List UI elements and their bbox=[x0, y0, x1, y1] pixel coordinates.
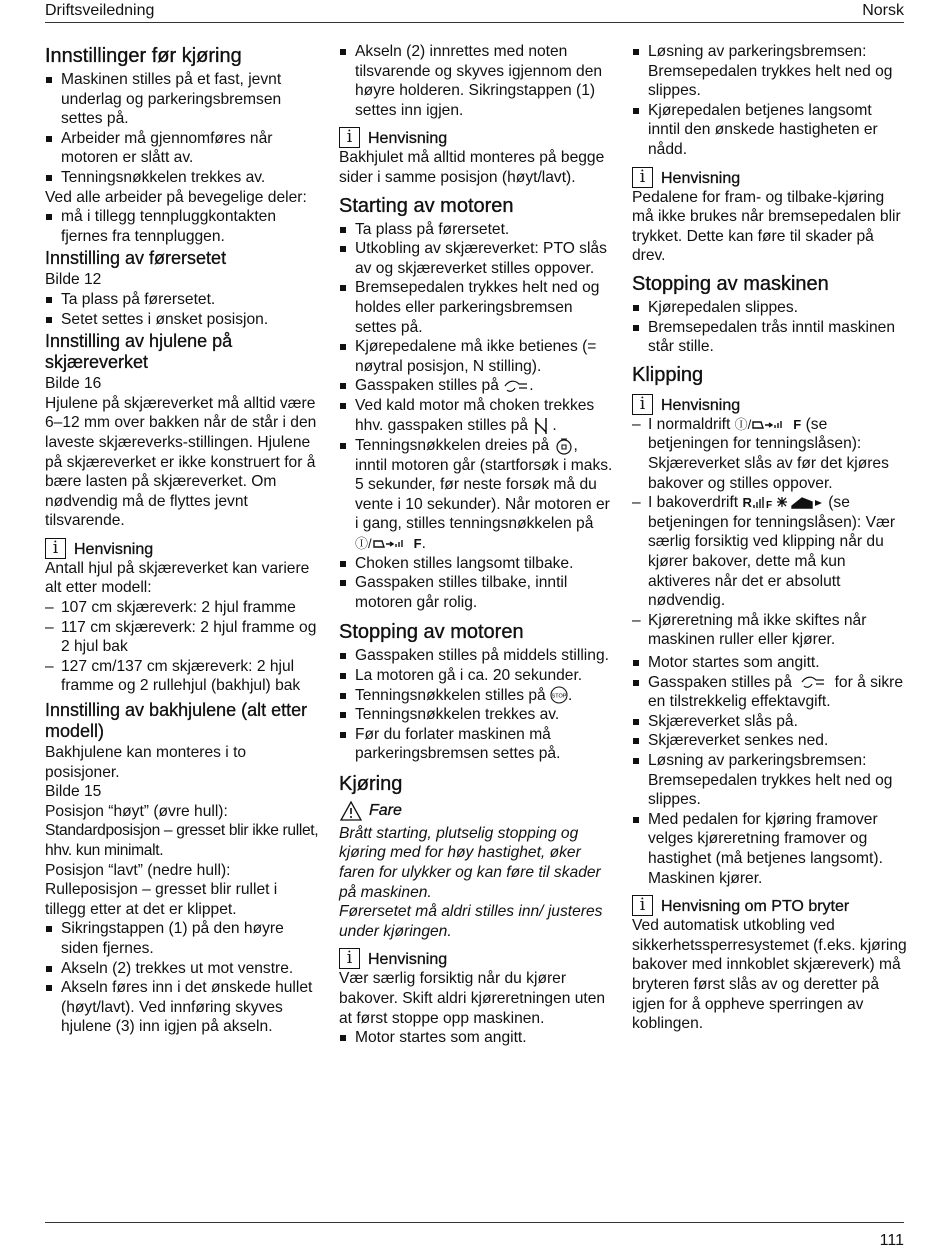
stopm-list bbox=[632, 298, 907, 357]
seat-list bbox=[45, 290, 320, 329]
note-heading bbox=[632, 393, 907, 415]
list-text: for å sikre en tilstrekkelig effektavgift. bbox=[648, 673, 904, 711]
list-item: Skjæreverket senkes ned. bbox=[632, 731, 907, 751]
heading-rear: Innstilling av bakhjulene (alt etter modell) bbox=[45, 700, 308, 742]
run-position-icon: Ⓘ/ bbox=[355, 535, 372, 551]
paragraph: Rulleposisjon – gresset blir rullet i tillegg etter at det er klippet. bbox=[45, 881, 278, 918]
list-item: Ta plass på førersetet. bbox=[45, 290, 320, 310]
warning-title: Fare bbox=[369, 802, 402, 820]
cut-notes bbox=[632, 415, 907, 650]
list-text: (se betjeningen for tenningslåsen): Vær særlig forsiktig ved klipping når du kjører bakover, dette må kun aktiveres når det er absolutt nødvendig. bbox=[648, 494, 896, 610]
header-left: Driftsveiledning bbox=[45, 2, 155, 19]
mower-forward-icon bbox=[372, 537, 414, 551]
list-item: Tenningsnøkkelen trekkes av. bbox=[45, 168, 320, 188]
reverse-gear-label: R bbox=[742, 495, 752, 511]
column-2 bbox=[339, 42, 614, 1048]
figure-ref: Bilde 12 bbox=[45, 271, 102, 289]
list-item: Kjørepedalen betjenes langsomt inntil den ønskede hastigheten er nådd. bbox=[632, 101, 907, 160]
note-title: Henvisning bbox=[368, 130, 448, 148]
svg-text:F: F bbox=[765, 500, 772, 512]
list-item: Akseln føres inn i det ønskede hullet (høyt/lavt). Ved innføring skyves hjulene (3) inn igjen på akseln. bbox=[45, 978, 320, 1037]
list-item: Arbeider må gjennomføres når motoren er slått av. bbox=[45, 129, 320, 168]
list-item: La motoren gå i ca. 20 sekunder. bbox=[339, 666, 614, 686]
list-item: Kjørepedalen slippes. bbox=[632, 298, 907, 318]
list-item: Bremsepedalen trykkes helt ned og holdes eller parkeringsbremsen settes på. bbox=[339, 278, 614, 337]
heading-start: Starting av motoren bbox=[339, 194, 514, 217]
heading-drive: Kjøring bbox=[339, 772, 403, 795]
drive-list bbox=[339, 1028, 614, 1048]
prep-list bbox=[45, 70, 320, 188]
figure-ref: Bilde 16 bbox=[45, 375, 102, 393]
cont-list bbox=[339, 42, 614, 120]
list-item: Løsning av parkeringsbremsen: Bremsepedalen trykkes helt ned og slippes. bbox=[632, 751, 907, 810]
cont-list bbox=[632, 42, 907, 160]
heading-cutting: Klipping bbox=[632, 363, 704, 386]
page-number: 111 bbox=[879, 1232, 904, 1249]
info-icon: i bbox=[45, 538, 66, 559]
list-item: Gasspaken stilles tilbake, inntil motoren går rolig. bbox=[339, 573, 614, 612]
note-text: Ved automatisk utkobling ved sikkerhetssperresystemet (f.eks. kjøring bakover med innkoblet skjæreverk) må bryteren først slås av og deretter på igjen for å oppheve sperringen av koblingen. bbox=[632, 917, 907, 1033]
heading-stop-machine: Stopping av maskinen bbox=[632, 272, 829, 295]
list-item bbox=[632, 673, 907, 712]
paragraph: Standardposisjon – gresset blir ikke rullet, hhv. kun minimalt. bbox=[45, 822, 319, 859]
stop-icon bbox=[550, 686, 568, 704]
list-item: Ta plass på førersetet. bbox=[339, 220, 614, 240]
list-item: Utkobling av skjæreverket: PTO slås av og skjæreverket stilles oppover. bbox=[339, 239, 614, 278]
info-icon: i bbox=[339, 948, 360, 969]
column-1 bbox=[45, 42, 320, 1037]
figure-ref: Bilde 15 bbox=[45, 783, 102, 801]
stop-list bbox=[339, 646, 614, 764]
models-list bbox=[45, 598, 320, 696]
note-title: Henvisning bbox=[661, 396, 741, 414]
note-title: Henvisning bbox=[74, 540, 154, 558]
note-title: Henvisning bbox=[661, 169, 741, 187]
heading-seat: Innstilling av førersetet bbox=[45, 248, 227, 269]
list-item bbox=[632, 493, 907, 611]
note-title: Henvisning bbox=[368, 951, 448, 969]
list-item: Choken stilles langsomt tilbake. bbox=[339, 554, 614, 574]
list-item: Tenningsnøkkelen trekkes av. bbox=[339, 705, 614, 725]
list-item: må i tillegg tennpluggkontakten fjernes fra tennpluggen. bbox=[45, 207, 320, 246]
list-item: Motor startes som angitt. bbox=[632, 653, 907, 673]
list-item: Skjæreverket slås på. bbox=[632, 712, 907, 732]
list-text: (se betjeningen for tenningslåsen): Skjæreverket slås av før det kjøres bakover og stilles oppover. bbox=[648, 415, 889, 492]
rear-list bbox=[45, 919, 320, 1037]
throttle-fast-icon bbox=[503, 378, 529, 394]
note-text: Vær særlig forsiktig når du kjører bakover. Skift aldri kjøreretningen uten at først stoppe opp maskinen. bbox=[339, 970, 606, 1027]
throttle-fast-icon bbox=[796, 674, 830, 690]
list-item: Løsning av parkeringsbremsen: Bremsepedalen trykkes helt ned og slippes. bbox=[632, 42, 907, 101]
note-heading bbox=[632, 894, 907, 916]
note-text: Pedalene for fram- og tilbake-kjøring må ikke brukes når bremsepedalen blir trykket. Dette kan føre til skader på drev. bbox=[632, 188, 901, 265]
list-text: I normaldrift bbox=[648, 415, 731, 433]
list-item: – Kjøreretning må ikke skiftes når maskinen ruller eller kjører. bbox=[632, 611, 907, 650]
note-text: Bakhjulet må alltid monteres på begge sider i samme posisjon (høyt/lavt). bbox=[339, 149, 605, 186]
list-item: Akseln (2) trekkes ut mot venstre. bbox=[45, 959, 320, 979]
list-text: Gasspaken stilles på bbox=[648, 673, 792, 691]
footer-rule bbox=[45, 1222, 904, 1223]
note-heading bbox=[339, 126, 614, 148]
mower-forward-icon bbox=[751, 418, 793, 432]
paragraph: Ved alle arbeider på bevegelige deler: bbox=[45, 188, 307, 206]
list-item: Motor startes som angitt. bbox=[339, 1028, 614, 1048]
list-item: Kjørepedalene må ikke betienes (= nøytral posisjon, N stilling). bbox=[339, 337, 614, 376]
list-text: inntil motoren går (startforsøk i maks. 5 sekunder, før neste forsøk må du vente i 10 sekunder). Når motoren er i gang, stilles tenningsnøkkelen på bbox=[355, 456, 613, 533]
list-text: Gasspaken stilles på bbox=[355, 377, 499, 395]
note-text: Antall hjul på skjæreverket kan variere alt etter modell: bbox=[45, 559, 310, 597]
prep-list-2 bbox=[45, 207, 320, 246]
heading-stop-engine: Stopping av motoren bbox=[339, 621, 524, 644]
paragraph: Posisjon “lavt” (nedre hull): bbox=[45, 861, 231, 879]
info-icon: i bbox=[632, 895, 653, 916]
run-position-icon: Ⓘ/ bbox=[734, 416, 752, 432]
list-text: Tenningsnøkkelen dreies på bbox=[355, 436, 550, 454]
paragraph: Bakhjulene kan monteres i to posisjoner. bbox=[45, 744, 247, 781]
warning-icon bbox=[339, 800, 363, 822]
list-text: Ved kald motor må choken trekkes hhv. gasspaken stilles på bbox=[355, 396, 595, 434]
list-item: Akseln (2) innrettes med noten tilsvarende og skyves igjennom den høyre holderen. Sikringstappen (1) settes inn igjen. bbox=[339, 42, 614, 120]
forward-gear-label: F bbox=[413, 535, 422, 551]
list-item: – 127 cm/137 cm skjæreverk: 2 hjul framme og 2 rullehjul (bakhjul) bak bbox=[45, 657, 320, 696]
warning-heading bbox=[339, 798, 614, 824]
list-item: Bremsepedalen trås inntil maskinen står stille. bbox=[632, 318, 907, 357]
list-item: Tenningsnøkkelen stilles på STOP . bbox=[339, 686, 614, 706]
reverse-mowing-icon bbox=[752, 494, 824, 512]
list-text: Tenningsnøkkelen stilles på bbox=[355, 686, 546, 704]
list-item: Med pedalen for kjøring framover velges kjøreretning framover og hastighet (må betjenes langsomt). Maskinen kjører. bbox=[632, 810, 907, 888]
forward-gear-label: F bbox=[793, 416, 802, 432]
list-item: – 117 cm skjæreverk: 2 hjul framme og 2 hjul bak bbox=[45, 618, 320, 657]
list-item bbox=[632, 415, 907, 493]
note-heading bbox=[45, 537, 320, 559]
page-header bbox=[45, 1, 904, 23]
svg-text:STOP: STOP bbox=[551, 693, 567, 700]
note-title: Henvisning om PTO bryter bbox=[661, 898, 850, 916]
warning-text: Førersetet må aldri stilles inn/ justeres under kjøringen. bbox=[339, 903, 603, 940]
ignition-start-icon bbox=[554, 436, 574, 456]
list-item: Maskinen stilles på et fast, jevnt underlag og parkeringsbremsen settes på. bbox=[45, 70, 320, 129]
heading-wheels: Innstilling av hjulene på skjæreverket bbox=[45, 331, 233, 373]
list-item: Før du forlater maskinen må parkeringsbremsen settes på. bbox=[339, 725, 614, 764]
list-item: – 107 cm skjæreverk: 2 hjul framme bbox=[45, 598, 320, 618]
info-icon: i bbox=[632, 394, 653, 415]
list-item: Gasspaken stilles på . bbox=[339, 376, 614, 396]
choke-icon bbox=[532, 416, 552, 436]
list-item: Ved kald motor må choken trekkes hhv. gasspaken stilles på . bbox=[339, 396, 614, 436]
note-heading bbox=[632, 166, 907, 188]
paragraph: Posisjon “høyt” (øvre hull): bbox=[45, 802, 228, 820]
note-heading bbox=[339, 947, 614, 969]
paragraph: Hjulene på skjæreverket må alltid være 6–12 mm over bakken når de står i den laveste skjæreverks-stillingen. Hjulene på skjæreverket er ikke konstruert for å bære lasten på skjæreverket. Om nødvendig må de flyttes jevnt tilsvarende. bbox=[45, 394, 317, 530]
column-3 bbox=[632, 42, 907, 1034]
info-icon: i bbox=[632, 167, 653, 188]
list-text: I bakoverdrift bbox=[648, 494, 739, 512]
warning-text: Brått starting, plutselig stopping og kjøring med for høy hastighet, øker faren for ulykker og kan føre til skader på maskinen. bbox=[339, 824, 601, 901]
list-item: Sikringstappen (1) på den høyre siden fjernes. bbox=[45, 919, 320, 958]
heading-prep: Innstillinger før kjøring bbox=[45, 45, 242, 67]
list-item: Setet settes i ønsket posisjon. bbox=[45, 310, 320, 330]
cut-list bbox=[632, 653, 907, 888]
start-list bbox=[339, 220, 614, 613]
info-icon: i bbox=[339, 127, 360, 148]
list-item: Gasspaken stilles på middels stilling. bbox=[339, 646, 614, 666]
header-right: Norsk bbox=[862, 2, 904, 19]
list-item: Tenningsnøkkelen dreies på , inntil motoren går (startforsøk i maks. 5 sekunder, før neste forsøk må du vente i 10 sekunder). Når motoren er i gang, stilles tenningsnøkkelen på Ⓘ/ F. bbox=[339, 436, 614, 554]
